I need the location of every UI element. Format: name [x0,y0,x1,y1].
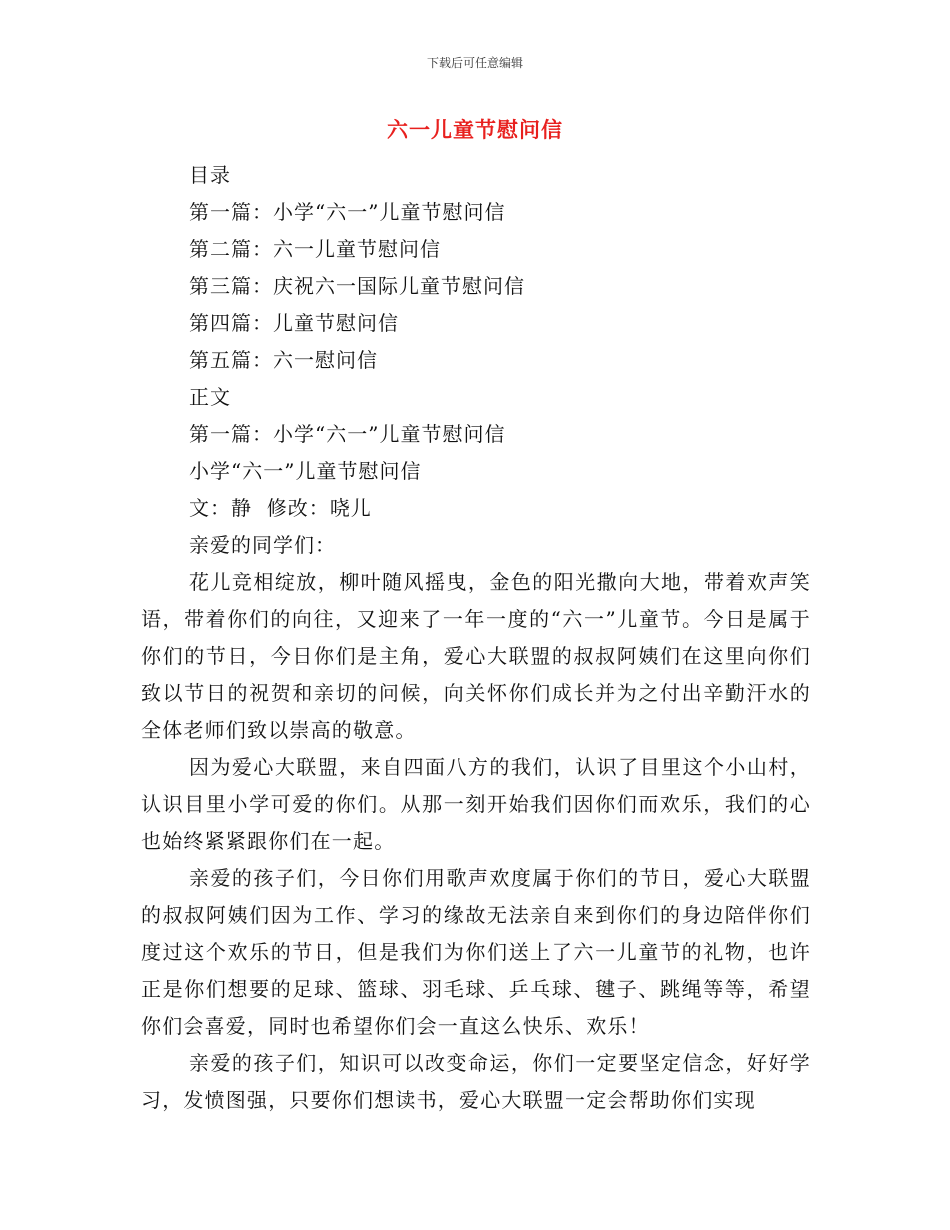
header-note: 下载后可任意编辑 [426,56,523,70]
paragraph: 因为爱心大联盟，来自四面八方的我们，认识了目里这个小山村，认识目里小学可爱的你们。从那一刻开始我们因你们而欢乐，我们的心也始终紧紧跟你们在一起。 [141,755,811,853]
toc-item: 第一篇：小学“六一”儿童节慰问信 [189,200,506,224]
salutation: 亲爱的同学们： [189,533,336,557]
toc-item: 第二篇：六一儿童节慰问信 [189,237,441,261]
body-heading: 正文 [189,385,231,409]
paragraph: 亲爱的孩子们，今日你们用歌声欢度属于你们的节日，爱心大联盟的叔叔阿姨们因为工作、学习的缘故无法亲自来到你们的身边陪伴你们度过这个欢乐的节日，但是我们为你们送上了六一儿童节的礼物，也许正是你们想要的足球、篮球、羽毛球、乒乓球、毽子、跳绳等等，希望你们会喜爱，同时也希望你们会一直这么快乐、欢乐！ [141,866,811,1038]
paragraph: 亲爱的孩子们，知识可以改变命运，你们一定要坚定信念，好好学习，发愤图强，只要你们想读书，爱心大联盟一定会帮助你们实现 [141,1051,811,1112]
part-title: 第一篇：小学“六一”儿童节慰问信 [189,422,506,446]
toc-item: 第四篇：儿童节慰问信 [189,311,399,335]
document-title: 六一儿童节慰问信 [387,118,563,142]
letter-title: 小学“六一”儿童节慰问信 [189,459,422,483]
document-body [141,157,811,1119]
paragraph: 花儿竞相绽放，柳叶随风摇曳，金色的阳光撒向大地，带着欢声笑语，带着你们的向往，又迎来了一年一度的“六一”儿童节。今日是属于你们的节日，今日你们是主角，爱心大联盟的叔叔阿姨们在这里向你们致以节日的祝贺和亲切的问候，向关怀你们成长并为之付出辛勤汗水的全体老师们致以崇高的敬意。 [141,570,811,742]
toc-heading: 目录 [189,163,231,187]
byline: 文：静 修改：哓儿 [189,496,372,520]
toc-item: 第三篇：庆祝六一国际儿童节慰问信 [189,274,525,298]
toc-item: 第五篇：六一慰问信 [189,348,378,372]
